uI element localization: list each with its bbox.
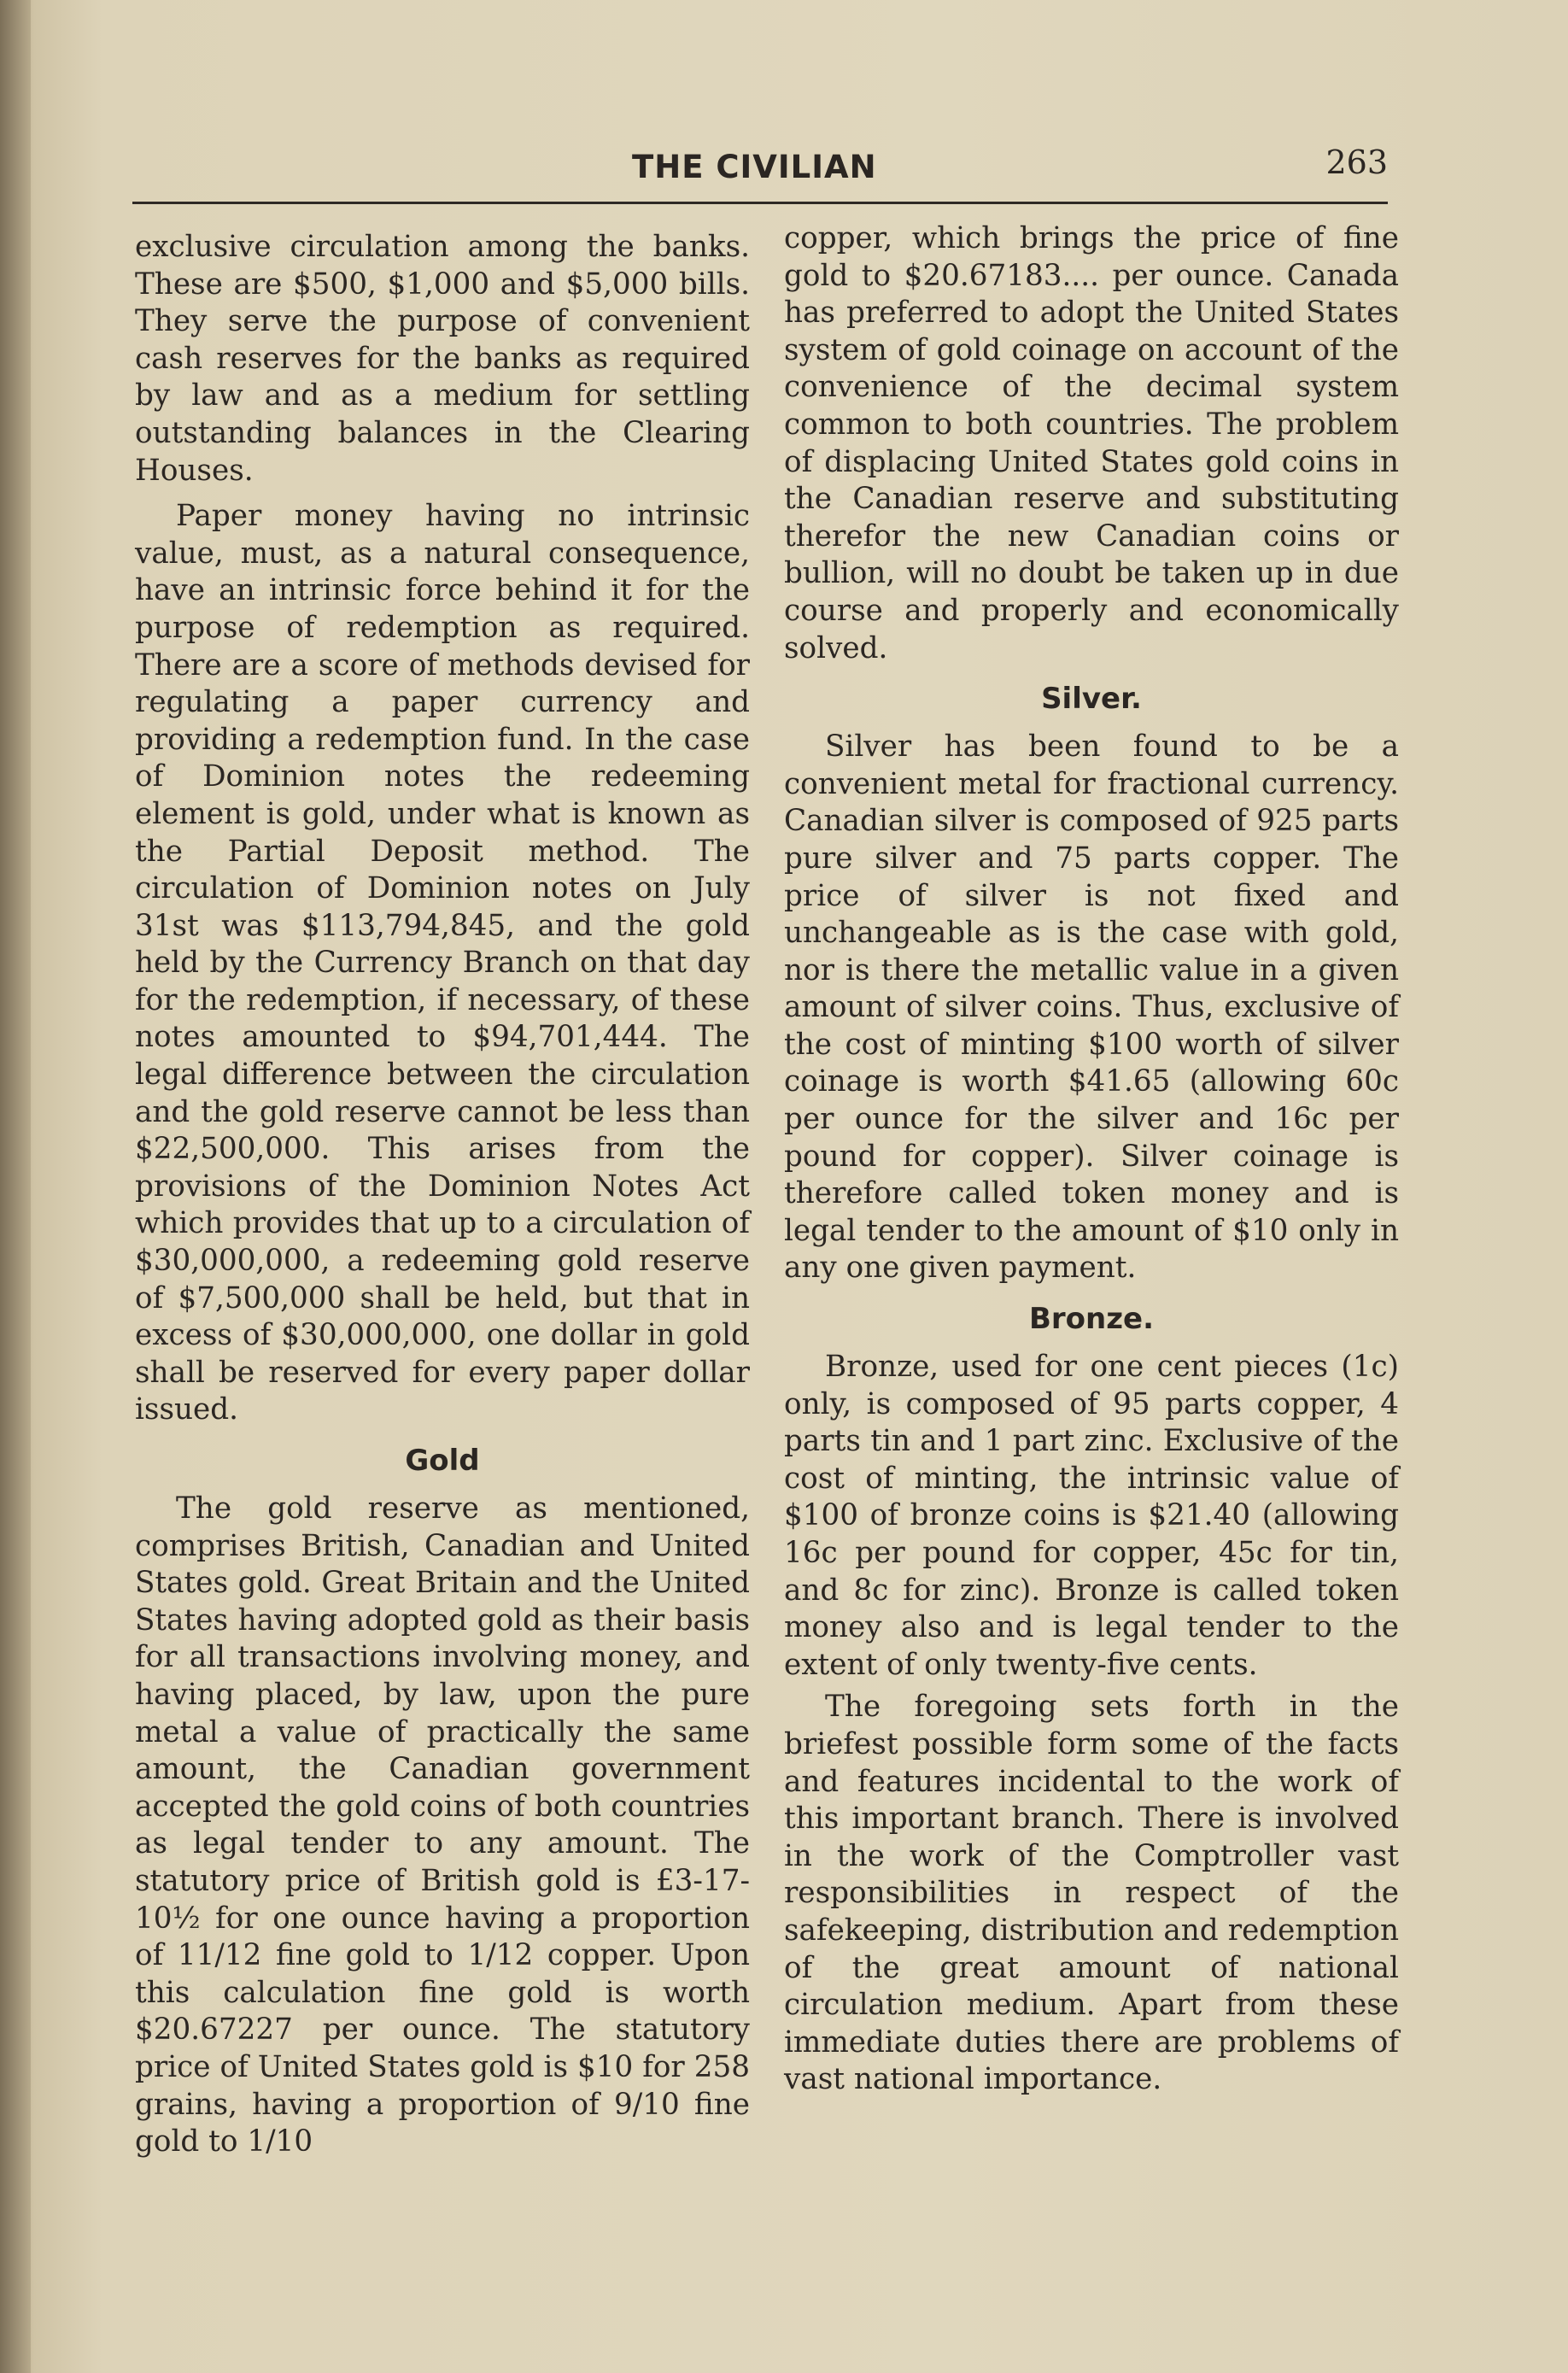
paragraph-bills: exclusive circulation among the banks. These are $500, $1,000 and $5,000 bills. They serve the purpose of convenient cash reserves for the banks as required by law and as a medium for settling outstanding balances in the Clearing Houses. [135, 230, 750, 488]
paragraph-bronze: Bronze, used for one cent pieces (1c) only, is composed of 95 parts copper, 4 parts tin and 1 part zinc. Exclusive of the cost of minting, the intrinsic value of $100 of bronze coins is $21.40 (allowing 16c per pound for copper, 45c for tin, and 8c for zinc). Bronze is called token money also and is legal tender to the extent of only twenty-five cents. [784, 1350, 1399, 1682]
header-rule [132, 202, 1388, 204]
running-head [132, 144, 1388, 195]
paragraph-gold-reserve: The gold reserve as mentioned, comprises British, Canadian and United States gold. Great Britain and the United States having adopted gold as their basis for all transactions involving money, and having placed, by law, upon the pure metal a value of practically the same amount, the Canadian government accepted the gold coins of both countries as legal tender to any amount. The statutory price of British gold is £3-17-10½ for one ounce having a proportion of 11/12 fine gold to 1/12 copper. Upon this calculation fine gold is worth $20.67227 per ounce. The statutory price of United States gold is $10 for 258 grains, having a proportion of 9/10 fine gold to 1/10 [135, 1491, 750, 2159]
running-title: THE CIVILIAN [632, 149, 877, 185]
right-column [784, 220, 1399, 2099]
page-number: 263 [1325, 144, 1388, 181]
heading-gold: Gold [405, 1444, 480, 1478]
paragraph-paper-money: Paper money having no intrinsic value, must, as a natural consequence, have an intrinsic force behind it for the purpose of redemption as required. There are a score of methods devised for regulating a paper currency and providing a redemption fund. In the case of Dominion notes the redeeming element is gold, under what is known as the Partial Deposit method. The circulation of Dominion notes on July 31st was $113,794,845, and the gold held by the Currency Branch on that day for the redemption, if necessary, of these notes amounted to $94,701,444. The legal difference between the circulation and the gold reserve cannot be less than $22,500,000. This arises from the provisions of the Dominion Notes Act which provides that up to a circulation of $30,000,000, a redeeming gold reserve of $7,500,000 shall be held, but that in excess of $30,000,000, one dollar in gold shall be reserved for every paper dollar issued. [135, 499, 750, 1427]
book-spine-shadow [0, 0, 31, 2373]
heading-silver: Silver. [1041, 682, 1142, 717]
paragraph-silver: Silver has been found to be a convenient metal for fractional currency. Canadian silver is composed of 925 parts pure silver and 75 parts copper. The price of silver is not fixed and unchangeable as is the case with gold, nor is there the metallic value in a given amount of silver coins. Thus, exclusive of the cost of minting $100 worth of silver coinage is worth $41.65 (allowing 60c per ounce for the silver and 16c per pound for copper). Silver coinage is therefore called token money and is legal tender to the amount of $10 only in any one given payment. [784, 729, 1399, 1286]
paragraph-us-gold: copper, which brings the price of fine gold to $20.67183.... per ounce. Canada has preferred to adopt the United States system of gold coinage on account of the convenience of the decimal system common to both countries. The problem of displacing United States gold coins in the Canadian reserve and substituting therefor the new Canadian coins or bullion, will no doubt be taken up in due course and properly and economically solved. [784, 221, 1399, 665]
paragraph-conclusion: The foregoing sets forth in the briefest possible form some of the facts and features incidental to the work of this important branch. There is involved in the work of the Comptroller vast responsibilities in respect of the safekeeping, distribution and redemption of the great amount of national circulation medium. Apart from these immediate duties there are problems of vast national importance. [784, 1690, 1399, 2097]
heading-bronze: Bronze. [1028, 1302, 1154, 1337]
left-column [135, 229, 750, 2161]
